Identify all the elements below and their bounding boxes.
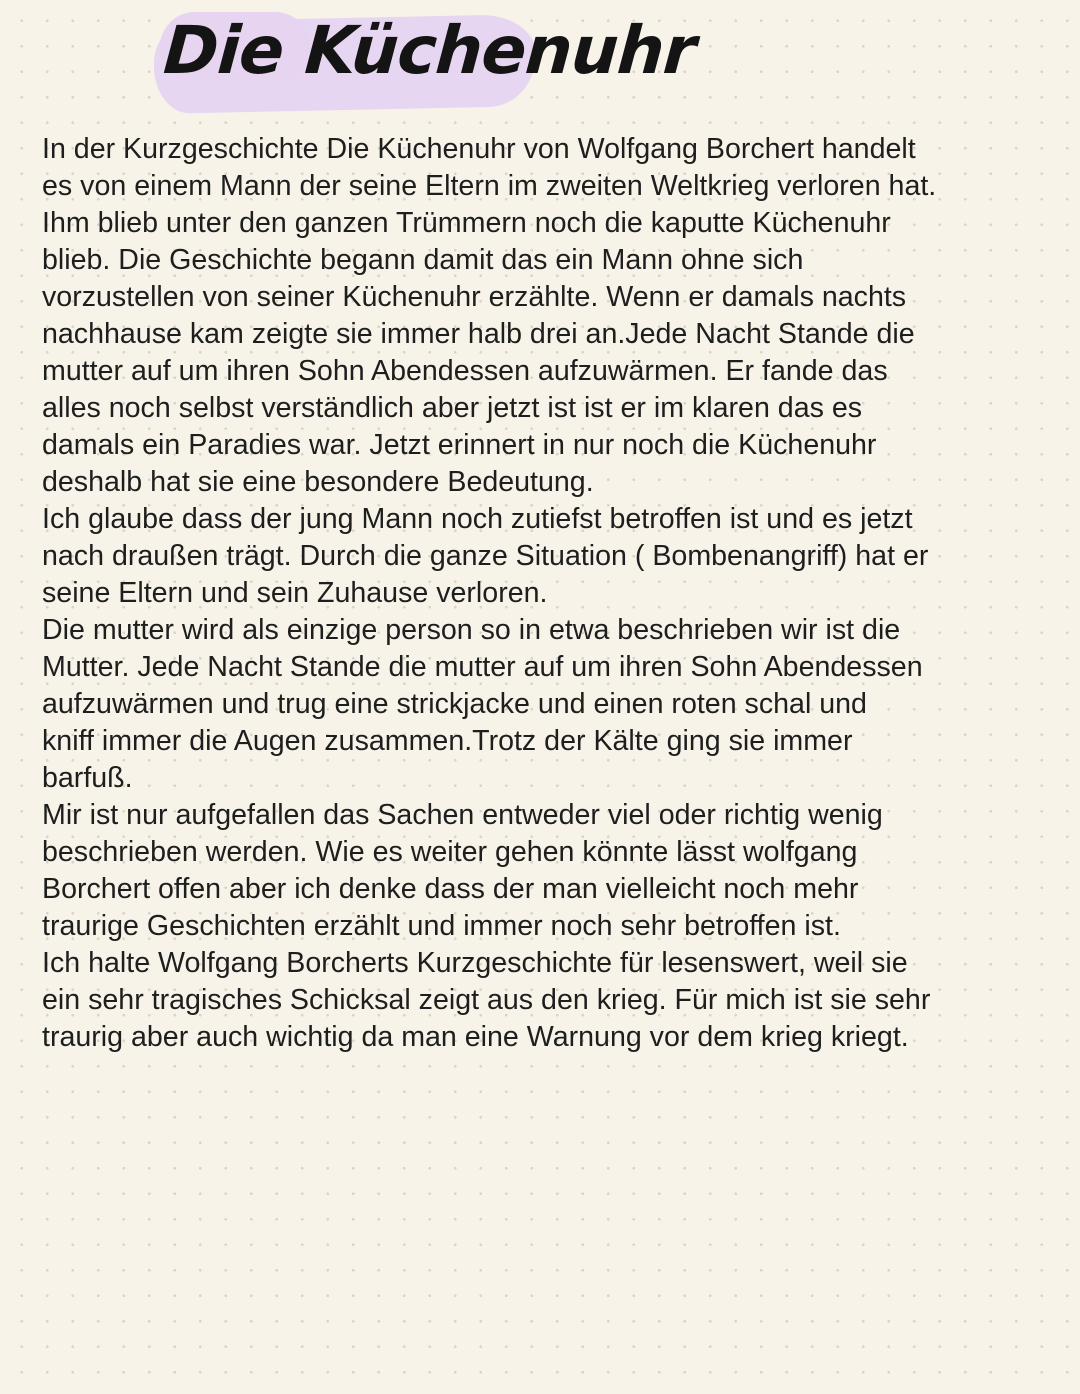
text-line: aufzuwärmen und trug eine strickjacke und einen roten schal und	[42, 688, 867, 720]
text-line: deshalb hat sie eine besondere Bedeutung.	[42, 466, 594, 498]
text-line: kniff immer die Augen zusammen.Trotz der Kälte ging sie immer	[42, 725, 853, 757]
text-line: Ich glaube dass der jung Mann noch zutiefst betroffen ist und es jetzt	[42, 503, 913, 535]
text-line: beschrieben werden. Wie es weiter gehen könnte lässt wolfgang	[42, 836, 858, 868]
text-line: nachhause kam zeigte sie immer halb drei an.Jede Nacht Stande die	[42, 318, 915, 350]
title-block	[150, 8, 698, 118]
text-line: seine Eltern und sein Zuhause verloren.	[42, 577, 548, 609]
text-line: es von einem Mann der seine Eltern im zweiten Weltkrieg verloren hat.	[42, 170, 937, 202]
text-line: ein sehr tragisches Schicksal zeigt aus den krieg. Für mich ist sie sehr	[42, 984, 931, 1016]
text-line: vorzustellen von seiner Küchenuhr erzählte. Wenn er damals nachts	[42, 281, 907, 313]
text-line: Borchert offen aber ich denke dass der man vielleicht noch mehr	[42, 873, 859, 905]
text-line: Mutter. Jede Nacht Stande die mutter auf um ihren Sohn Abendessen	[42, 651, 923, 683]
essay-text	[42, 131, 1042, 1056]
text-line: blieb. Die Geschichte begann damit das ein Mann ohne sich	[42, 244, 804, 276]
text-line: Mir ist nur aufgefallen das Sachen entweder viel oder richtig wenig	[42, 799, 883, 831]
text-line: mutter auf um ihren Sohn Abendessen aufzuwärmen. Er fande das	[42, 355, 888, 387]
text-line: traurige Geschichten erzählt und immer noch sehr betroffen ist.	[42, 910, 841, 942]
text-line: Ihm blieb unter den ganzen Trümmern noch die kaputte Küchenuhr	[42, 207, 891, 239]
text-line: alles noch selbst verständlich aber jetzt ist ist er im klaren das es	[42, 392, 863, 424]
text-line: Ich halte Wolfgang Borcherts Kurzgeschichte für lesenswert, weil sie	[42, 947, 908, 979]
text-line: Die mutter wird als einzige person so in etwa beschrieben wir ist die	[42, 614, 901, 646]
text-line: traurig aber auch wichtig da man eine Warnung vor dem krieg kriegt.	[42, 1021, 909, 1053]
text-line: nach draußen trägt. Durch die ganze Situation ( Bombenangriff) hat er	[42, 540, 929, 572]
text-line: damals ein Paradies war. Jetzt erinnert in nur noch die Küchenuhr	[42, 429, 877, 461]
text-line: barfuß.	[42, 762, 133, 794]
text-line: In der Kurzgeschichte Die Küchenuhr von Wolfgang Borchert handelt	[42, 133, 916, 165]
page-title: Die Küchenuhr	[161, 12, 698, 89]
